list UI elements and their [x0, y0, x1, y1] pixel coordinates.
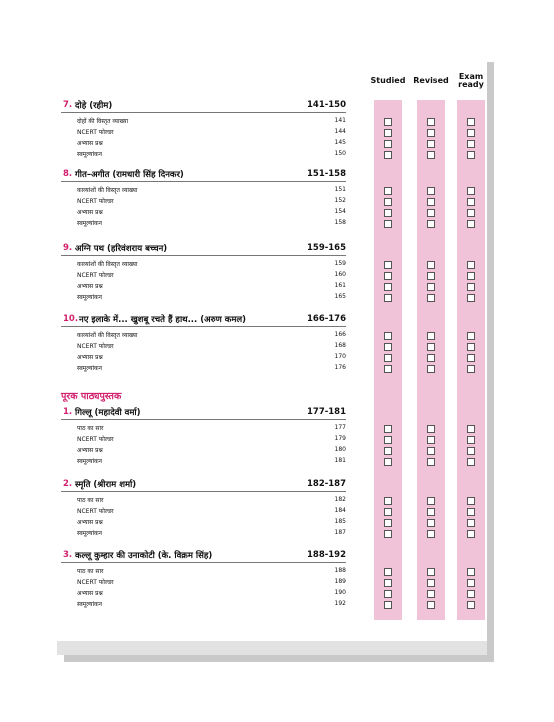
exam-ready-checkbox[interactable] — [467, 365, 475, 373]
studied-checkbox[interactable] — [384, 209, 392, 217]
exam-ready-checkbox[interactable] — [467, 447, 475, 455]
exam-ready-checkbox[interactable] — [467, 261, 475, 269]
revised-checkbox[interactable] — [427, 508, 435, 516]
revised-checkbox[interactable] — [427, 332, 435, 340]
exam-ready-checkbox[interactable] — [467, 187, 475, 195]
chapter-page-range: 182-187 — [306, 479, 346, 489]
revised-checkbox[interactable] — [427, 568, 435, 576]
page-bottom-strip — [57, 641, 487, 655]
exam-ready-checkbox[interactable] — [467, 151, 475, 159]
chapter-page-range: 159-165 — [306, 243, 346, 253]
sub-topic-page: 187 — [334, 529, 346, 536]
chapter-title: नए इलाके में... खुशबू रचते हैं हाथ... (अरुण कमल) — [79, 315, 247, 325]
revised-checkbox[interactable] — [427, 220, 435, 228]
sub-topic-page: 168 — [334, 342, 346, 349]
sub-topic-label: अभ्यास प्रश्न — [77, 209, 103, 216]
revised-checkbox[interactable] — [427, 140, 435, 148]
revised-checkbox[interactable] — [427, 343, 435, 351]
sub-topic-page: 141 — [334, 117, 346, 124]
studied-checkbox[interactable] — [384, 354, 392, 362]
chapter-title: गीत–अगीत (रामधारी सिंह दिनकर) — [75, 170, 184, 180]
chapter-number: 1. — [63, 407, 73, 417]
section-title: पूरक पाठ्यपुस्तक — [61, 391, 122, 402]
sub-topic-page: 184 — [334, 507, 346, 514]
chapter-page-range: 141-150 — [306, 100, 346, 110]
exam-ready-header: Exam ready — [458, 72, 484, 89]
sub-topic-page: 145 — [334, 139, 346, 146]
sub-topic-label: काव्यांशों की विस्तृत व्याख्या — [77, 187, 138, 194]
chapter-number: 8. — [63, 169, 73, 179]
sub-topic-label: पाठ का सार — [77, 568, 104, 575]
chapter-page-range: 166-176 — [306, 314, 346, 324]
revised-checkbox[interactable] — [427, 447, 435, 455]
studied-header: Studied — [370, 76, 406, 85]
sub-topic-page: 144 — [334, 128, 346, 135]
sub-topic-page: 170 — [334, 353, 346, 360]
sub-topic-page: 151 — [334, 186, 346, 193]
revised-checkbox[interactable] — [427, 198, 435, 206]
chapter-page-range: 188-192 — [306, 550, 346, 560]
studied-checkbox[interactable] — [384, 343, 392, 351]
chapter-title: कल्लू कुम्हार की उनाकोटी (के. विक्रम सिंह) — [75, 551, 213, 561]
studied-checkbox[interactable] — [384, 198, 392, 206]
exam-ready-checkbox[interactable] — [467, 294, 475, 302]
sub-topic-label: दोहों की विस्तृत व्याख्या — [77, 118, 129, 125]
chapter-title: गिल्लू (महादेवी वर्मा) — [75, 408, 141, 418]
revised-checkbox[interactable] — [427, 436, 435, 444]
sub-topic-page: 185 — [334, 518, 346, 525]
exam-ready-checkbox[interactable] — [467, 272, 475, 280]
revised-checkbox[interactable] — [427, 272, 435, 280]
revised-checkbox[interactable] — [427, 118, 435, 126]
sub-topic-label: स्वमूल्यांकन — [77, 365, 102, 372]
chapter-page-range: 151-158 — [306, 169, 346, 179]
sub-topic-page: 177 — [334, 424, 346, 431]
studied-checkbox[interactable] — [384, 187, 392, 195]
revised-checkbox[interactable] — [427, 601, 435, 609]
studied-checkbox[interactable] — [384, 220, 392, 228]
sub-topic-label: स्वमूल्यांकन — [77, 601, 102, 608]
exam-ready-checkbox[interactable] — [467, 519, 475, 527]
sub-topic-label: अभ्यास प्रश्न — [77, 519, 103, 526]
studied-checkbox[interactable] — [384, 458, 392, 466]
chapter-title: अग्नि पथ (हरिवंशराय बच्चन) — [75, 244, 168, 254]
sub-topic-page: 192 — [334, 600, 346, 607]
sub-topic-label: NCERT फोल्डर — [77, 343, 114, 350]
studied-checkbox[interactable] — [384, 332, 392, 340]
revised-checkbox[interactable] — [427, 187, 435, 195]
exam-ready-checkbox[interactable] — [467, 283, 475, 291]
chapter-page-range: 177-181 — [306, 407, 346, 417]
sub-topic-label: NCERT फोल्डर — [77, 508, 114, 515]
revised-checkbox[interactable] — [427, 579, 435, 587]
studied-checkbox[interactable] — [384, 261, 392, 269]
sub-topic-page: 182 — [334, 496, 346, 503]
studied-checkbox[interactable] — [384, 140, 392, 148]
sub-topic-label: NCERT फोल्डर — [77, 579, 114, 586]
exam-ready-checkbox[interactable] — [467, 343, 475, 351]
exam-ready-checkbox[interactable] — [467, 209, 475, 217]
sub-topic-label: स्वमूल्यांकन — [77, 530, 102, 537]
exam-ready-checkbox[interactable] — [467, 198, 475, 206]
sub-topic-page: 179 — [334, 435, 346, 442]
studied-checkbox[interactable] — [384, 118, 392, 126]
sub-topic-label: अभ्यास प्रश्न — [77, 590, 103, 597]
sub-topic-page: 189 — [334, 578, 346, 585]
revised-checkbox[interactable] — [427, 497, 435, 505]
exam-ready-checkbox[interactable] — [467, 118, 475, 126]
exam-ready-checkbox[interactable] — [467, 508, 475, 516]
chapter-title: स्मृति (श्रीराम शर्मा) — [75, 480, 137, 490]
revised-checkbox[interactable] — [427, 530, 435, 538]
revised-checkbox[interactable] — [427, 151, 435, 159]
studied-checkbox[interactable] — [384, 601, 392, 609]
sub-topic-page: 165 — [334, 293, 346, 300]
chapter-number: 7. — [63, 100, 73, 110]
revised-checkbox[interactable] — [427, 519, 435, 527]
sub-topic-page: 150 — [334, 150, 346, 157]
studied-checkbox[interactable] — [384, 272, 392, 280]
exam-ready-checkbox[interactable] — [467, 220, 475, 228]
revised-checkbox[interactable] — [427, 354, 435, 362]
chapter-title: दोहे (रहीम) — [75, 101, 113, 111]
exam-ready-checkbox[interactable] — [467, 590, 475, 598]
chapter-number: 2. — [63, 479, 73, 489]
sub-topic-page: 180 — [334, 446, 346, 453]
sub-topic-label: NCERT फोल्डर — [77, 129, 114, 136]
studied-checkbox[interactable] — [384, 436, 392, 444]
sub-topic-page: 154 — [334, 208, 346, 215]
sub-topic-page: 152 — [334, 197, 346, 204]
sub-topic-label: काव्यांशों की विस्तृत व्याख्या — [77, 332, 138, 339]
studied-checkbox[interactable] — [384, 447, 392, 455]
sub-topic-label: पाठ का सार — [77, 425, 104, 432]
revised-checkbox[interactable] — [427, 425, 435, 433]
sub-topic-page: 181 — [334, 457, 346, 464]
revised-checkbox[interactable] — [427, 283, 435, 291]
revised-header: Revised — [413, 76, 449, 85]
chapter-number: 9. — [63, 243, 73, 253]
sub-topic-page: 160 — [334, 271, 346, 278]
sub-topic-label: स्वमूल्यांकन — [77, 294, 102, 301]
exam-ready-checkbox[interactable] — [467, 354, 475, 362]
revised-checkbox[interactable] — [427, 294, 435, 302]
studied-checkbox[interactable] — [384, 590, 392, 598]
exam-ready-checkbox[interactable] — [467, 530, 475, 538]
studied-checkbox[interactable] — [384, 530, 392, 538]
sub-topic-label: काव्यांशों की विस्तृत व्याख्या — [77, 261, 138, 268]
studied-checkbox[interactable] — [384, 129, 392, 137]
sub-topic-label: अभ्यास प्रश्न — [77, 140, 103, 147]
studied-checkbox[interactable] — [384, 568, 392, 576]
sub-topic-label: स्वमूल्यांकन — [77, 151, 102, 158]
exam-ready-checkbox[interactable] — [467, 601, 475, 609]
sub-topic-page: 158 — [334, 219, 346, 226]
revised-checkbox[interactable] — [427, 209, 435, 217]
exam-ready-checkbox[interactable] — [467, 129, 475, 137]
studied-checkbox[interactable] — [384, 294, 392, 302]
sub-topic-label: NCERT फोल्डर — [77, 198, 114, 205]
studied-checkbox[interactable] — [384, 151, 392, 159]
sub-topic-label: अभ्यास प्रश्न — [77, 447, 103, 454]
exam-ready-checkbox[interactable] — [467, 332, 475, 340]
chapter-number: 10. — [63, 314, 79, 324]
sub-topic-label: अभ्यास प्रश्न — [77, 354, 103, 361]
revised-checkbox[interactable] — [427, 365, 435, 373]
sub-topic-page: 159 — [334, 260, 346, 267]
sub-topic-label: स्वमूल्यांकन — [77, 458, 102, 465]
exam-ready-checkbox[interactable] — [467, 436, 475, 444]
exam-ready-checkbox[interactable] — [467, 497, 475, 505]
studied-checkbox[interactable] — [384, 425, 392, 433]
sub-topic-label: NCERT फोल्डर — [77, 436, 114, 443]
studied-checkbox[interactable] — [384, 365, 392, 373]
contents-page — [57, 55, 487, 655]
sub-topic-page: 161 — [334, 282, 346, 289]
sub-topic-label: NCERT फोल्डर — [77, 272, 114, 279]
revised-checkbox[interactable] — [427, 129, 435, 137]
revised-checkbox[interactable] — [427, 261, 435, 269]
studied-checkbox[interactable] — [384, 579, 392, 587]
sub-topic-label: स्वमूल्यांकन — [77, 220, 102, 227]
exam-ready-checkbox[interactable] — [467, 458, 475, 466]
sub-topic-page: 166 — [334, 331, 346, 338]
exam-ready-checkbox[interactable] — [467, 568, 475, 576]
exam-ready-checkbox[interactable] — [467, 579, 475, 587]
studied-checkbox[interactable] — [384, 283, 392, 291]
sub-topic-page: 176 — [334, 364, 346, 371]
studied-checkbox[interactable] — [384, 519, 392, 527]
revised-checkbox[interactable] — [427, 590, 435, 598]
sub-topic-label: पाठ का सार — [77, 497, 104, 504]
studied-checkbox[interactable] — [384, 508, 392, 516]
exam-ready-checkbox[interactable] — [467, 140, 475, 148]
revised-checkbox[interactable] — [427, 458, 435, 466]
sub-topic-label: अभ्यास प्रश्न — [77, 283, 103, 290]
studied-checkbox[interactable] — [384, 497, 392, 505]
exam-ready-checkbox[interactable] — [467, 425, 475, 433]
sub-topic-page: 190 — [334, 589, 346, 596]
chapter-number: 3. — [63, 550, 73, 560]
sub-topic-page: 188 — [334, 567, 346, 574]
